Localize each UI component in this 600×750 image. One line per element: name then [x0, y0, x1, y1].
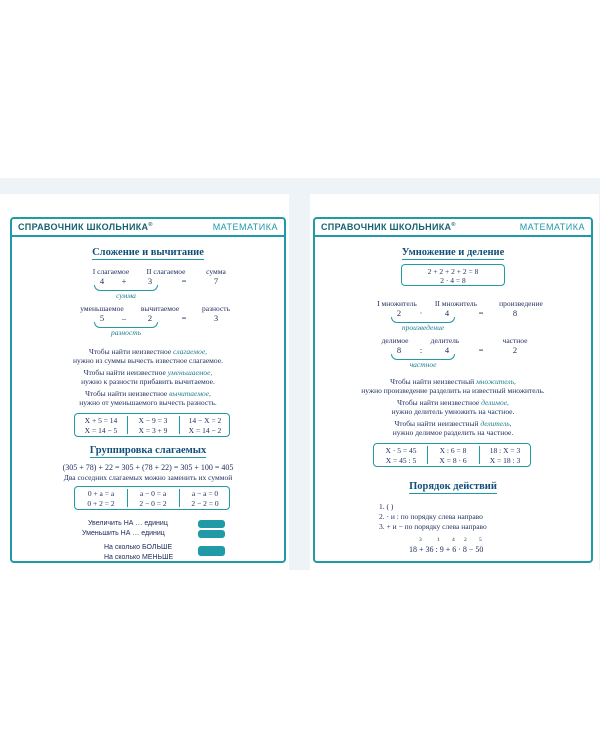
- label-factor2: II множитель: [434, 299, 478, 308]
- zero-cell: 2 − 2 = 0: [191, 499, 219, 508]
- left-page-frame: [10, 217, 286, 563]
- label-quotient: частное: [502, 336, 528, 345]
- label-subtrahend: вычитаемое: [140, 304, 180, 313]
- equations-box: [74, 413, 230, 437]
- eq-cell: X = 14 − 2: [188, 426, 222, 435]
- section-title-add-sub: Сложение и вычитание: [92, 247, 204, 258]
- eq-cell: 18 : X = 3: [489, 446, 521, 455]
- minus-sign: –: [121, 313, 127, 323]
- label-dividend: делимое: [381, 336, 409, 345]
- order-step-3: 3. + и − по порядку слева направо: [379, 522, 487, 531]
- label-minuend: уменьшаемое: [80, 304, 124, 313]
- zero-cell: 2 − 0 = 2: [139, 499, 167, 508]
- addend1-value: 4: [99, 276, 105, 286]
- order-expression: 18 + 36 : 9 + 6 · 8 − 50: [409, 545, 484, 554]
- section-title-grouping: Группировка слагаемых: [89, 445, 207, 456]
- step-number: 2: [464, 537, 467, 543]
- zero-cell: 0 + 2 = 2: [87, 499, 115, 508]
- zero-cell: a − a = 0: [191, 489, 219, 498]
- label-addend2: II слагаемое: [146, 267, 186, 276]
- subtrahend-value: 2: [147, 313, 153, 323]
- brand-title: СПРАВОЧНИК ШКОЛЬНИКА®: [18, 222, 153, 232]
- divider: [127, 416, 128, 434]
- right-page: [310, 194, 599, 570]
- label-product: произведение: [499, 299, 543, 308]
- equals-sign: =: [181, 313, 187, 323]
- eq-cell: X · 5 = 45: [385, 446, 417, 455]
- compare-marker: [198, 546, 225, 556]
- eq-cell: X − 9 = 3: [138, 416, 168, 425]
- brand-title: СПРАВОЧНИК ШКОЛЬНИКА®: [321, 222, 456, 232]
- equals-sign: =: [478, 345, 484, 355]
- zero-rules-box: [74, 486, 230, 510]
- label-factor1: I множитель: [377, 299, 417, 308]
- label-addend1: I слагаемое: [92, 267, 130, 276]
- how-much-more-label: На сколько БОЛЬШЕ: [104, 544, 173, 551]
- step-number: 3: [419, 537, 422, 543]
- eq-cell: X = 45 : 5: [385, 456, 417, 465]
- eq-cell: X + 5 = 14: [84, 416, 118, 425]
- rule-subtrahend: Чтобы найти неизвестное вычитаемое, нужно от уменьшаемого вычесть разность.: [79, 389, 217, 407]
- grouping-example: (305 + 78) + 22 = 305 + (78 + 22) = 305 + 100 = 405: [62, 463, 234, 472]
- rule-factor: Чтобы найти неизвестный множитель, нужно произведение разделить на известный множитель.: [361, 377, 545, 395]
- divider: [427, 446, 428, 464]
- decrease-marker: [198, 530, 225, 538]
- rule-addend: Чтобы найти неизвестное слагаемое, нужно из суммы вычесть известное слагаемое.: [73, 347, 223, 365]
- eq-cell: X = 8 · 6: [439, 456, 467, 465]
- divider: [179, 489, 180, 507]
- mul-div-equations-box: [373, 443, 531, 467]
- zero-cell: 0 + a = a: [87, 489, 115, 498]
- how-much-less-label: На сколько МЕНЬШЕ: [104, 554, 174, 561]
- grouping-note: Два соседних слагаемых можно заменить их суммой: [63, 473, 233, 482]
- subject-label: МАТЕМАТИКА: [212, 222, 278, 232]
- equals-sign: =: [478, 308, 484, 318]
- decrease-by-label: Уменьшить НА … единиц: [82, 530, 165, 537]
- book-spread: [0, 178, 600, 570]
- rule-divisor: Чтобы найти неизвестный делитель, нужно делимое разделить на частное.: [392, 419, 514, 437]
- rule-dividend: Чтобы найти неизвестное делимое, нужно делитель умножить на частное.: [391, 398, 515, 416]
- order-step-2: 2. · и : по порядку слева направо: [379, 512, 483, 521]
- increase-marker: [198, 520, 225, 528]
- brace-product-label: произведение: [401, 323, 445, 332]
- product-value: 8: [512, 308, 518, 318]
- section-title-order: Порядок действий: [409, 481, 497, 492]
- plus-sign: +: [121, 276, 127, 286]
- product-example: 2 · 4 = 8: [440, 276, 466, 285]
- quotient-value: 2: [512, 345, 518, 355]
- divider: [179, 416, 180, 434]
- minuend-value: 5: [99, 313, 105, 323]
- brace-difference-label: разность: [110, 328, 142, 337]
- label-difference: разность: [201, 304, 231, 313]
- left-page-header: [12, 219, 284, 237]
- divider: [479, 446, 480, 464]
- divider: [127, 489, 128, 507]
- rule-minuend: Чтобы найти неизвестное уменьшаемое, нужно к разности прибавить вычитаемое.: [81, 368, 215, 386]
- right-page-header: [315, 219, 591, 237]
- brace-quotient-label: частное: [409, 360, 437, 369]
- order-step-1: 1. ( ): [379, 502, 394, 511]
- factor1-value: 2: [396, 308, 402, 318]
- divide-sign: :: [419, 345, 423, 355]
- factor2-value: 4: [444, 308, 450, 318]
- step-number: 5: [479, 537, 482, 543]
- eq-cell: X = 3 + 9: [138, 426, 168, 435]
- label-divisor: делитель: [430, 336, 460, 345]
- addend2-value: 3: [147, 276, 153, 286]
- zero-cell: a − 0 = a: [139, 489, 167, 498]
- equals-sign: =: [181, 276, 187, 286]
- difference-value: 3: [213, 313, 219, 323]
- section-title-mul-div: Умножение и деление: [401, 247, 505, 258]
- left-page: [0, 194, 289, 570]
- subject-label: МАТЕМАТИКА: [519, 222, 585, 232]
- step-number: 1: [437, 537, 440, 543]
- label-sum: сумма: [206, 267, 226, 276]
- brace-sum-label: сумма: [116, 291, 136, 300]
- divisor-value: 4: [444, 345, 450, 355]
- sum-value: 7: [213, 276, 219, 286]
- multiply-sign: ·: [419, 308, 423, 318]
- multiplication-example-box: [401, 264, 505, 286]
- eq-cell: 14 − X = 2: [188, 416, 222, 425]
- eq-cell: X = 18 : 3: [489, 456, 521, 465]
- eq-cell: X : 6 = 8: [439, 446, 467, 455]
- step-number: 4: [452, 537, 455, 543]
- right-page-frame: [313, 217, 593, 563]
- eq-cell: X = 14 − 5: [84, 426, 118, 435]
- dividend-value: 8: [396, 345, 402, 355]
- repeated-addition: 2 + 2 + 2 + 2 = 8: [427, 267, 479, 276]
- increase-by-label: Увеличить НА … единиц: [88, 520, 168, 527]
